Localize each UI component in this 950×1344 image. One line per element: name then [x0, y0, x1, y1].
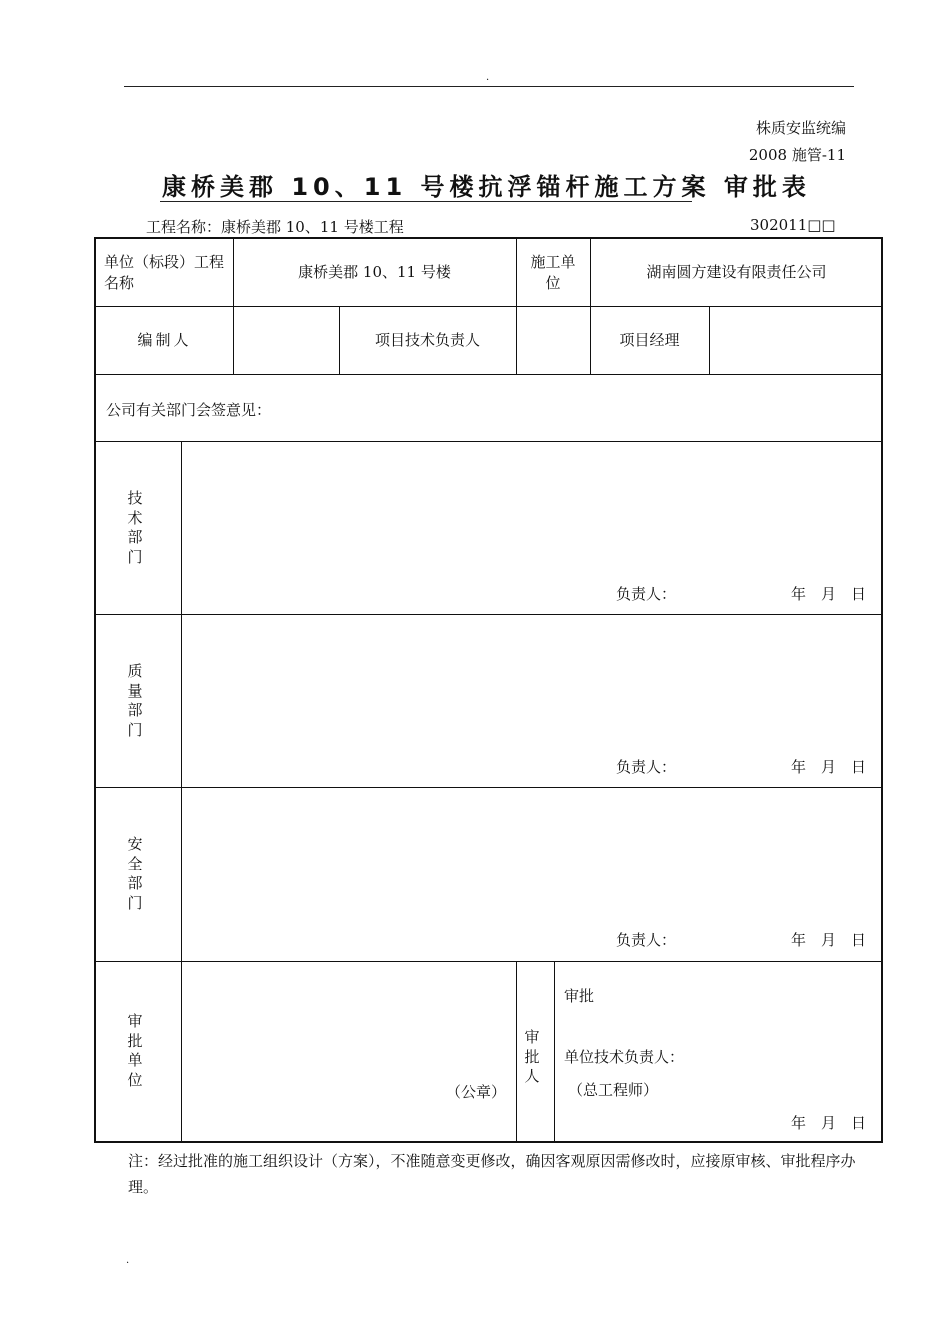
row-divider	[96, 787, 883, 788]
header-rule	[124, 86, 854, 87]
tech-lead-label: 项目技术负责人	[374, 330, 480, 349]
form-number: 302011□□	[750, 216, 836, 234]
footnote: 注：经过批准的施工组织设计（方案），不准随意变更修改，确因客观原因需修改时，应接原审核、审批程序办理。	[128, 1152, 856, 1196]
unit-tech-lead-label: 单位技术负责人：	[564, 1048, 685, 1066]
header-dot: .	[486, 72, 490, 83]
tech-lead-value[interactable]	[516, 306, 590, 374]
constructor-label: 施工单位	[530, 253, 576, 292]
col-divider	[181, 441, 182, 1143]
manager-label: 项目经理	[619, 330, 680, 349]
footer-dot: .	[126, 1255, 130, 1266]
issuing-org: 株质安监统编	[755, 119, 846, 137]
row-divider	[96, 441, 883, 442]
chief-engineer-label: （总工程师）	[568, 1081, 659, 1099]
seal-label: （公章）	[446, 1083, 507, 1101]
unit-name-label: 单位（标段）工程名称	[104, 253, 225, 292]
dept-name-safety: 安全部门	[127, 835, 143, 912]
opinion-label: 公司有关部门会签意见：	[106, 401, 272, 419]
dept-name-quality: 质量部门	[127, 662, 143, 739]
form-code: 2008 施管-11	[748, 146, 846, 164]
row-divider	[96, 374, 883, 375]
dept-date: 年 月 日	[791, 585, 867, 603]
page-title: 康桥美郡 10、11 号楼抗浮锚杆施工方案 审批表	[162, 173, 811, 201]
dept-date: 年 月 日	[791, 758, 867, 776]
unit-name-value: 康桥美郡 10、11 号楼	[298, 263, 451, 282]
approval-date: 年 月 日	[791, 1114, 867, 1132]
dept-name-tech: 技术部门	[127, 489, 143, 566]
dept-signer-label: 负责人：	[616, 931, 677, 949]
col-divider	[554, 961, 555, 1143]
col-divider	[516, 961, 517, 1143]
dept-signer-label: 负责人：	[616, 758, 677, 776]
constructor-value: 湖南圆方建设有限责任公司	[646, 263, 827, 282]
manager-value[interactable]	[709, 306, 883, 374]
approval-table	[94, 237, 883, 1143]
row-divider	[96, 614, 883, 615]
approve-text: 审批	[564, 987, 595, 1005]
editor-value[interactable]	[233, 306, 339, 374]
approval-unit-label: 审批单位	[127, 1012, 143, 1089]
dept-date: 年 月 日	[791, 931, 867, 949]
dept-signer-label: 负责人：	[616, 585, 677, 603]
title-underline	[160, 201, 692, 202]
editor-label: 编制人	[137, 330, 192, 349]
approver-label: 审批人	[524, 1028, 540, 1085]
row-divider	[96, 961, 883, 962]
project-name: 工程名称：康桥美郡 10、11 号楼工程	[146, 218, 404, 236]
